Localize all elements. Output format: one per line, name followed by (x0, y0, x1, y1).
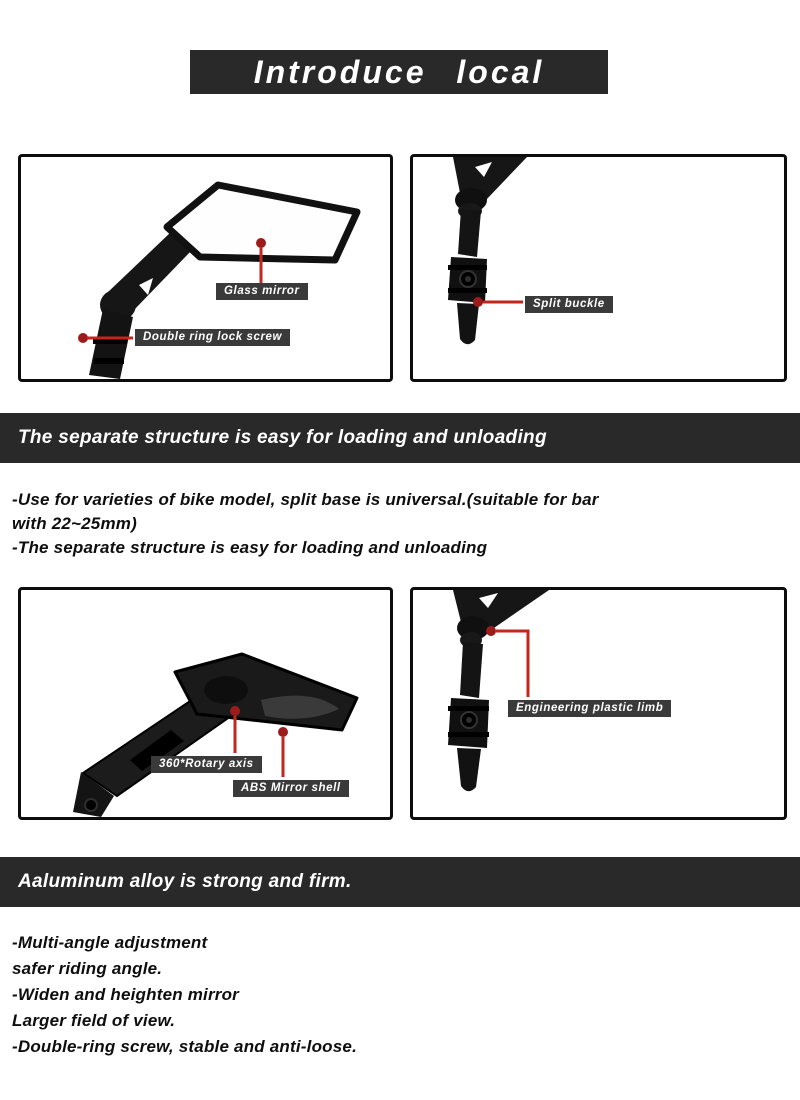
feature-text-block-1 (12, 488, 599, 560)
section-banner-separate-structure: The separate structure is easy for loading and unloading (0, 413, 800, 463)
limb-stem (458, 209, 481, 257)
callout-label-split-buckle: Split buckle (525, 296, 613, 313)
feature-line: with 22~25mm) (12, 514, 137, 533)
feature-text-block-2 (12, 930, 357, 1060)
feature-line: -The separate structure is easy for loading and unloading (12, 538, 488, 557)
split-buckle-illustration (413, 157, 784, 379)
photo-panel-plastic-limb (410, 587, 787, 820)
photo-panel-split-buckle (410, 154, 787, 382)
callout-label-glass-mirror: Glass mirror (216, 283, 308, 300)
feature-line: safer riding angle. (12, 959, 163, 978)
feature-line: -Use for varieties of bike model, split base is universal.(suitable for bar (12, 490, 599, 509)
callout-dot (473, 297, 483, 307)
callout-label-abs-mirror-shell: ABS Mirror shell (233, 780, 349, 797)
page-title: Introduce local (190, 50, 608, 94)
callout-label-engineering-plastic-limb: Engineering plastic limb (508, 700, 671, 717)
limb-stem (460, 642, 483, 698)
feature-line: -Double-ring screw, stable and anti-loose. (12, 1037, 357, 1056)
callout-line (496, 631, 528, 697)
callout-dot (230, 706, 240, 716)
callout-label-rotary-axis: 360*Rotary axis (151, 756, 262, 773)
photo-panel-mirror-front (18, 154, 393, 382)
feature-line: -Multi-angle adjustment (12, 933, 208, 952)
clamp-knob (457, 748, 481, 791)
callout-dot (486, 626, 496, 636)
callout-label-double-ring-lock-screw: Double ring lock screw (135, 329, 290, 346)
clamp-knob (457, 303, 479, 344)
callout-dot (78, 333, 88, 343)
section-banner-aluminum-alloy: Aaluminum alloy is strong and firm. (0, 857, 800, 907)
photo-panel-mirror-back (18, 587, 393, 820)
callout-dot (278, 727, 288, 737)
rotary-joint (204, 676, 248, 704)
callout-dot (256, 238, 266, 248)
feature-line: -Widen and heighten mirror (12, 985, 239, 1004)
feature-line: Larger field of view. (12, 1011, 176, 1030)
